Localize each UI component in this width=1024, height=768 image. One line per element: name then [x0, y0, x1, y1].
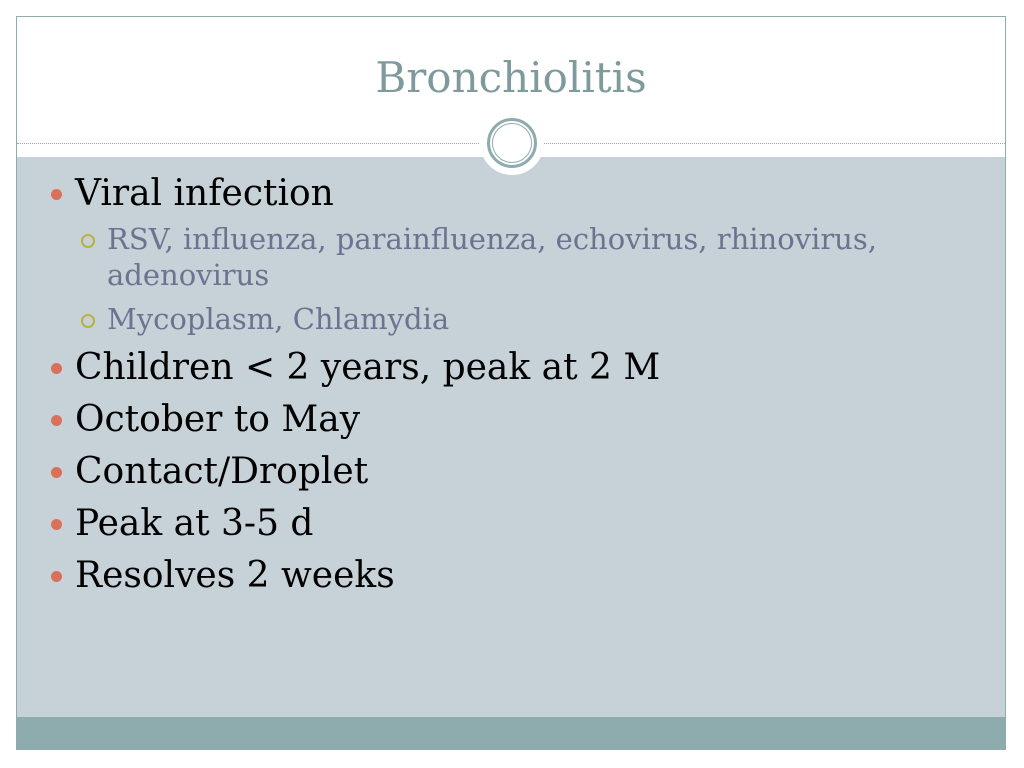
bullet-dot-icon: [51, 363, 62, 374]
bullet-dot-icon: [51, 571, 62, 582]
bullet-text: Children < 2 years, peak at 2 M: [75, 347, 661, 388]
sub-bullet-text: RSV, influenza, parainfluenza, echovirus, rhinovirus, adenovirus: [107, 222, 877, 292]
bullet-item: [45, 173, 965, 337]
bullet-item: [45, 399, 965, 441]
sub-bullet-ring-icon: [81, 314, 95, 328]
bullet-dot-icon: [51, 415, 62, 426]
footer-bar: [17, 717, 1005, 750]
sub-bullet-ring-icon: [81, 234, 95, 248]
sub-bullet-item: [75, 221, 965, 293]
bullet-dot-icon: [51, 519, 62, 530]
bullet-text: October to May: [75, 399, 361, 440]
sub-bullet-text: Mycoplasm, Chlamydia: [107, 302, 450, 336]
circle-ornament-inner-icon: [492, 123, 532, 163]
bullet-list: [45, 173, 965, 607]
bullet-item: [45, 451, 965, 493]
bullet-text: Resolves 2 weeks: [75, 555, 395, 596]
bullet-dot-icon: [51, 467, 62, 478]
slide: [16, 16, 1006, 750]
slide-title: Bronchiolitis: [375, 53, 647, 102]
bullet-text: Viral infection: [75, 173, 334, 214]
bullet-dot-icon: [51, 189, 62, 200]
bullet-item: [45, 503, 965, 545]
bullet-item: [45, 347, 965, 389]
bullet-item: [45, 555, 965, 597]
sub-bullet-list: [75, 221, 965, 337]
bullet-text: Contact/Droplet: [75, 451, 369, 492]
sub-bullet-item: [75, 301, 965, 337]
bullet-text: Peak at 3-5 d: [75, 503, 314, 544]
